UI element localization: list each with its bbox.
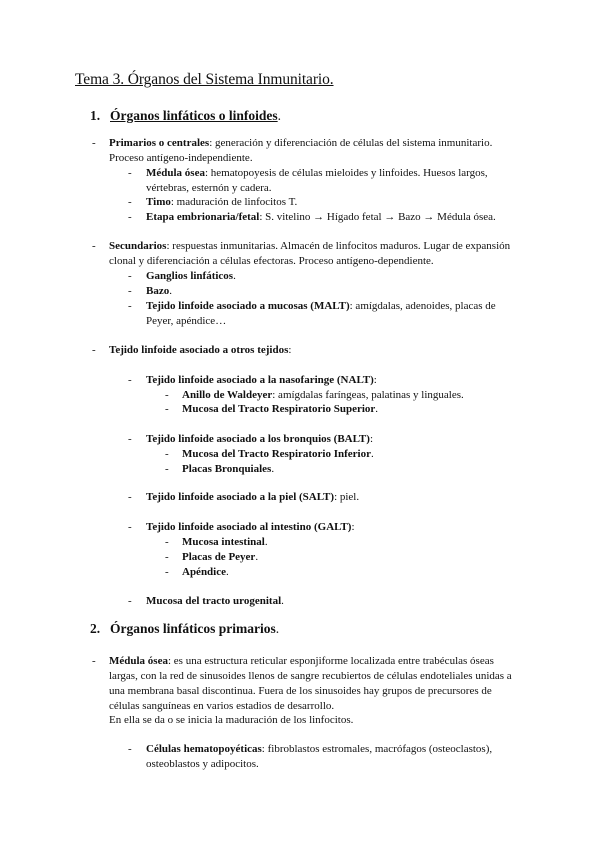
timo-text: : maduración de linfocitos T. [170, 196, 298, 208]
mucosa-uro-line [146, 594, 284, 609]
salt-text: : piel. [334, 491, 360, 503]
bullet-bazo: - [128, 285, 132, 297]
placas-peyer-end: . [255, 551, 259, 563]
placas-peyer-label: Placas de Peyer [182, 551, 256, 563]
etapa-line [146, 210, 496, 225]
medula-text-1: : hematopoyesis de células mieloides y linfoides. Huesos largos, [204, 167, 488, 179]
medula2-line-2: largas, con la red de sinusoides llenos de sangre recubiertos de células endoteliales unidas a [109, 670, 512, 682]
etapa-text: : S. vitelino → Hígado fetal → Bazo → Médula ósea. [259, 211, 496, 223]
bullet-timo: - [128, 196, 132, 208]
bullet-mucosa-inf: - [165, 448, 169, 460]
hemato-line-1 [146, 742, 492, 757]
salt-label: Tejido linfoide asociado a la piel (SALT) [146, 491, 335, 503]
bazo-end: . [169, 285, 172, 297]
medula-line-2: vértebras, esternón y cadera. [146, 182, 272, 194]
salt-line [146, 490, 359, 505]
galt-end: : [351, 521, 355, 533]
bullet-apendice: - [165, 566, 169, 578]
ganglios-line [146, 269, 236, 284]
waldeyer-label: Anillo de Waldeyer [182, 389, 273, 401]
medula2-line-4: células sanguíneas en varios estadios de desarrollo. [109, 700, 335, 712]
section-2-title-end: . [275, 621, 280, 636]
mucosa-sup-line [182, 402, 378, 417]
secundarios-line-1 [109, 239, 510, 254]
mucosa-int-end: . [264, 536, 268, 548]
medula-line-1 [146, 166, 488, 181]
apendice-end: . [226, 566, 229, 578]
nalt-end: : [373, 374, 377, 386]
otros-label: Tejido linfoide asociado a otros tejidos [109, 344, 289, 356]
bazo-line [146, 284, 172, 299]
placas-bronq-end: . [271, 463, 275, 475]
otros-line [109, 343, 291, 358]
bullet-secundarios: - [92, 240, 96, 252]
section-2-title: Órganos linfáticos primarios [110, 621, 276, 636]
bullet-otros: - [92, 344, 96, 356]
bullet-primarios: - [92, 137, 96, 149]
placas-bronq-label: Placas Bronquiales [182, 463, 272, 475]
bullet-mucosa-sup: - [165, 403, 169, 415]
bullet-mucosa-uro: - [128, 595, 132, 607]
medula2-line-5: En ella se da o se inicia la maduración de los linfocitos. [109, 714, 354, 726]
primarios-text-1: : generación y diferenciación de células del sistema inmunitario. [209, 137, 493, 149]
section-1-heading [90, 108, 281, 124]
bullet-medula2: - [92, 655, 96, 667]
balt-end: : [369, 433, 373, 445]
mucosa-int-line [182, 535, 268, 550]
waldeyer-line [182, 388, 464, 403]
timo-line [146, 195, 297, 210]
medula2-text-1: : es una estructura reticular esponjiforme localizada entre trabéculas óseas [167, 655, 494, 667]
mucosa-uro-end: . [281, 595, 284, 607]
mucosa-sup-label: Mucosa del Tracto Respiratorio Superior [182, 403, 376, 415]
bullet-balt: - [128, 433, 132, 445]
mucosa-int-label: Mucosa intestinal [182, 536, 265, 548]
malt-line-2: Peyer, apéndice… [146, 315, 227, 327]
etapa-label: Etapa embrionaria/fetal [146, 211, 260, 223]
secundarios-text-1: : respuestas inmunitarias. Almacén de linfocitos maduros. Lugar de expansión [166, 240, 511, 252]
page-title: Tema 3. Órganos del Sistema Inmunitario. [75, 71, 334, 88]
primarios-label: Primarios o centrales [109, 137, 210, 149]
otros-end: : [288, 344, 292, 356]
section-2-number: 2. [90, 621, 101, 636]
ganglios-label: Ganglios linfáticos [146, 270, 234, 282]
waldeyer-text: : amígdalas faríngeas, palatinas y linguales. [272, 389, 464, 401]
medula-label: Médula ósea [146, 167, 205, 179]
bullet-ganglios: - [128, 270, 132, 282]
bullet-malt: - [128, 300, 132, 312]
mucosa-inf-label: Mucosa del Tracto Respiratorio Inferior [182, 448, 371, 460]
ganglios-end: . [233, 270, 236, 282]
section-1-title: Órganos linfáticos o linfoides [110, 108, 278, 123]
malt-text-1: : amígdalas, adenoides, placas de [349, 300, 496, 312]
hemato-label: Células hematopoyéticas [146, 743, 262, 755]
bazo-label: Bazo [146, 285, 170, 297]
secundarios-label: Secundarios [109, 240, 167, 252]
bullet-placas-bronq: - [165, 463, 169, 475]
medula2-label: Médula ósea [109, 655, 168, 667]
medula2-line-3: una membrana basal discontinua. Fuera de los sinusoides hay grupos de precursores de [109, 685, 492, 697]
placas-bronq-line [182, 462, 274, 477]
galt-label: Tejido linfoide asociado al intestino (GALT) [146, 521, 352, 533]
apendice-label: Apéndice [182, 566, 226, 578]
section-2-heading [90, 621, 279, 637]
placas-peyer-line [182, 550, 258, 565]
primarios-line-1 [109, 136, 492, 151]
balt-line [146, 432, 373, 447]
bullet-waldeyer: - [165, 389, 169, 401]
medula2-line-1 [109, 654, 494, 669]
secundarios-line-2: clonal y diferenciación a células efectoras. Proceso antígeno-dependiente. [109, 255, 434, 267]
bullet-mucosa-int: - [165, 536, 169, 548]
bullet-etapa: - [128, 211, 132, 223]
nalt-label: Tejido linfoide asociado a la nasofaringe (NALT) [146, 374, 374, 386]
bullet-salt: - [128, 491, 132, 503]
balt-label: Tejido linfoide asociado a los bronquios (BALT) [146, 433, 370, 445]
mucosa-uro-label: Mucosa del tracto urogenital [146, 595, 282, 607]
timo-label: Timo [146, 196, 171, 208]
bullet-galt: - [128, 521, 132, 533]
section-1-number: 1. [90, 108, 101, 123]
hemato-line-2: osteoblastos y adipocitos. [146, 758, 259, 770]
malt-line-1 [146, 299, 496, 314]
primarios-line-2: Proceso antígeno-independiente. [109, 152, 253, 164]
bullet-medula: - [128, 167, 132, 179]
mucosa-inf-end: . [371, 448, 374, 460]
bullet-nalt: - [128, 374, 132, 386]
hemato-text-1: : fibroblastos estromales, macrófagos (osteoclastos), [261, 743, 493, 755]
malt-label: Tejido linfoide asociado a mucosas (MALT) [146, 300, 350, 312]
mucosa-inf-line [182, 447, 374, 462]
bullet-placas-peyer: - [165, 551, 169, 563]
galt-line [146, 520, 355, 535]
bullet-hemato: - [128, 743, 132, 755]
apendice-line [182, 565, 229, 580]
mucosa-sup-end: . [375, 403, 379, 415]
nalt-line [146, 373, 377, 388]
section-1-title-end: . [277, 108, 282, 123]
